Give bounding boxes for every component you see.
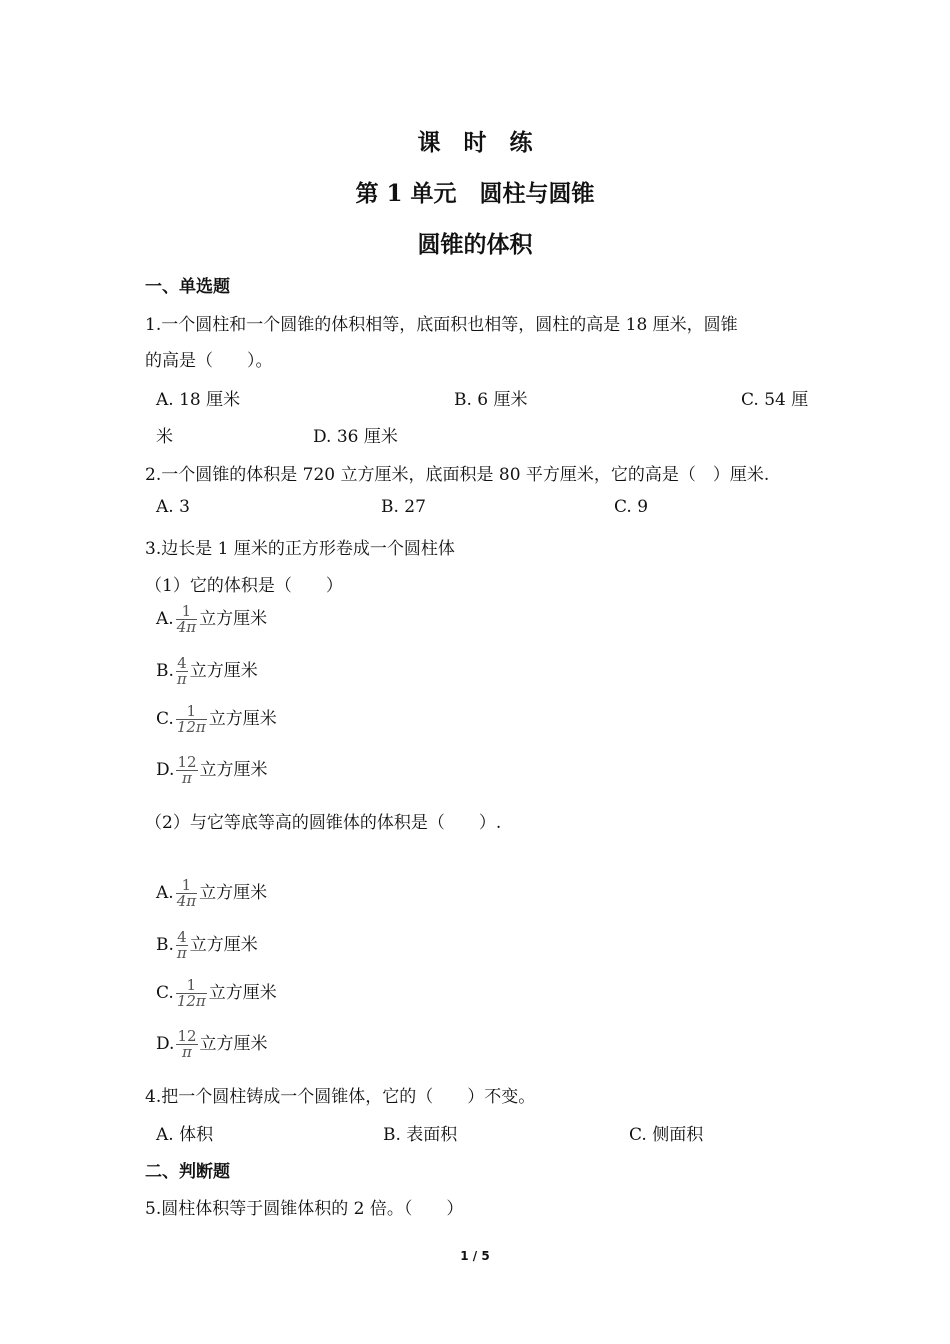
- question-5-text: 5.圆柱体积等于圆锥体积的 2 倍。（ ）: [145, 1199, 464, 1219]
- unit-label: 立方厘米: [199, 1034, 268, 1054]
- question-3-2-option-d[interactable]: [156, 1029, 268, 1060]
- question-1-option-a[interactable]: A. 18 厘米: [156, 390, 241, 410]
- option-label: B.: [156, 935, 174, 955]
- question-3-2-option-b[interactable]: [156, 930, 258, 961]
- fraction: $\frac{1}{4\pi}$: [176, 876, 197, 910]
- question-4-option-b[interactable]: B. 表面积: [383, 1125, 458, 1145]
- question-1-line-1: 1.一个圆柱和一个圆锥的体积相等，底面积也相等，圆柱的高是 18 厘米，圆锥: [145, 315, 738, 335]
- unit-label: 立方厘米: [199, 883, 268, 903]
- question-1-option-d[interactable]: D. 36 厘米: [313, 427, 398, 447]
- fraction: $\frac{12}{\pi}$: [177, 753, 197, 787]
- fraction: $\frac{1}{12\pi}$: [176, 702, 206, 736]
- unit-label: 立方厘米: [208, 983, 277, 1003]
- option-label: C.: [156, 983, 174, 1003]
- fraction: $\frac{1}{12\pi}$: [176, 976, 206, 1010]
- question-3-1-option-d[interactable]: [156, 755, 268, 786]
- option-label: B.: [156, 661, 174, 681]
- unit-label: 立方厘米: [208, 709, 277, 729]
- question-1-option-c-wrap: 米: [156, 427, 173, 447]
- question-3-1-option-a[interactable]: [156, 604, 267, 635]
- question-3-2-option-c[interactable]: [156, 978, 277, 1009]
- fraction: $\frac{4}{\pi}$: [176, 654, 187, 688]
- question-2-text: 2.一个圆锥的体积是 720 立方厘米，底面积是 80 平方厘米，它的高是（ ）厘米.: [145, 465, 770, 485]
- question-1-option-c[interactable]: C. 54 厘: [741, 390, 809, 410]
- unit-label: 立方厘米: [189, 661, 258, 681]
- page-number: 1 / 5: [460, 1249, 490, 1263]
- question-3-text: 3.边长是 1 厘米的正方形卷成一个圆柱体: [145, 539, 455, 559]
- option-label: D.: [156, 1034, 175, 1054]
- fraction: $\frac{1}{4\pi}$: [176, 602, 197, 636]
- question-1-line-2: 的高是（ ）。: [145, 351, 273, 371]
- fraction: $\frac{4}{\pi}$: [176, 928, 187, 962]
- option-label: A.: [156, 883, 174, 903]
- unit-label: 立方厘米: [199, 609, 268, 629]
- option-label: A.: [156, 609, 174, 629]
- unit-label: 立方厘米: [189, 935, 258, 955]
- section-heading-single-choice: 一、单选题: [145, 277, 230, 297]
- option-label: D.: [156, 760, 175, 780]
- question-2-option-b[interactable]: B. 27: [381, 497, 426, 517]
- question-3-1-option-b[interactable]: [156, 656, 258, 687]
- question-3-sub-1: （1）它的体积是（ ）: [145, 576, 343, 596]
- page-title: 课 时 练: [417, 129, 533, 156]
- question-1-option-b[interactable]: B. 6 厘米: [454, 390, 528, 410]
- question-4-text: 4.把一个圆柱铸成一个圆锥体，它的（ ）不变。: [145, 1087, 536, 1107]
- question-3-2-option-a[interactable]: [156, 878, 267, 909]
- question-3-sub-2: （2）与它等底等高的圆锥体的体积是（ ）.: [145, 813, 502, 833]
- unit-title: 第 1 单元 圆柱与圆锥: [355, 180, 595, 207]
- question-2-option-c[interactable]: C. 9: [614, 497, 649, 517]
- question-3-1-option-c[interactable]: [156, 704, 277, 735]
- unit-label: 立方厘米: [199, 760, 268, 780]
- question-2-option-a[interactable]: A. 3: [156, 497, 190, 517]
- lesson-title: 圆锥的体积: [417, 231, 533, 258]
- option-label: C.: [156, 709, 174, 729]
- question-4-option-c[interactable]: C. 侧面积: [629, 1125, 704, 1145]
- fraction: $\frac{12}{\pi}$: [177, 1027, 197, 1061]
- question-4-option-a[interactable]: A. 体积: [156, 1125, 214, 1145]
- section-heading-true-false: 二、判断题: [145, 1162, 230, 1182]
